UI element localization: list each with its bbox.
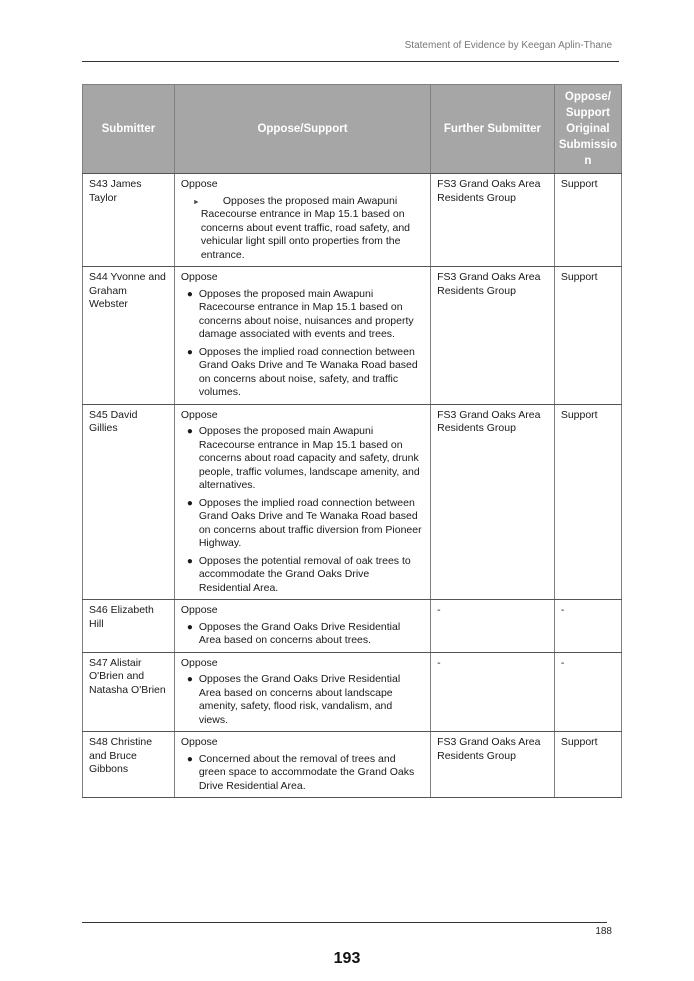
list-item [181,555,424,596]
further-submitter-cell: FS3 Grand Oaks Area Residents Group [431,732,555,798]
bullet-icon: ● [186,288,193,300]
bullet-icon: ● [186,497,193,509]
point-text: Opposes the implied road connection between Grand Oaks Drive and Te Wanaka Road based on concerns about noise, safety, and traffic volumes. [198,345,418,398]
list-item [181,346,424,400]
submitter-cell: S46 Elizabeth Hill [83,600,175,653]
bullet-icon: ● [186,753,193,765]
table-row [83,732,622,798]
point-text: Opposes the proposed main Awapuni Racecourse entrance in Map 15.1 based on concerns about event traffic, road safety, and vehicular light spill onto properties from the entrance. [200,194,410,261]
table-row [83,404,622,600]
table-row [83,652,622,732]
position-cell [174,600,430,653]
submitter-cell: S43 James Taylor [83,174,175,267]
bundle-page-stamp: 193 [333,950,361,967]
stance-label: Oppose [180,604,218,616]
submitter-cell: S45 David Gillies [83,404,175,600]
original-position-cell: Support [554,267,621,405]
table-row [83,174,622,267]
list-item [181,753,424,794]
running-header: Statement of Evidence by Keegan Aplin-Thane [404,40,612,51]
table-header-row [83,85,622,174]
col-header-further-submitter: Further Submitter [431,85,555,174]
footer-divider [82,922,607,923]
position-cell [174,174,430,267]
stance-label: Oppose [180,736,218,748]
position-cell [174,732,430,798]
bullet-icon: ● [186,674,193,685]
point-text: Concerned about the removal of trees and green space to accommodate the Grand Oaks Drive Residential Area. [198,752,415,792]
point-text: Opposes the proposed main Awapuni Racecourse entrance in Map 15.1 based on concerns about noise, nuisances and property damage associated with events and trees. [198,287,414,340]
points-list [181,673,424,727]
bullet-icon: ● [186,621,193,633]
further-submitter-cell: FS3 Grand Oaks Area Residents Group [431,174,555,267]
stance-label: Oppose [180,408,218,421]
original-position-cell: Support [554,732,621,798]
col-header-oppose-support: Oppose/Support [174,85,430,174]
col-header-submitter: Submitter [83,85,175,174]
submitter-cell: S48 Christine and Bruce Gibbons [83,732,175,798]
stance-label: Oppose [180,271,218,283]
header-divider [82,61,619,62]
point-text: Opposes the proposed main Awapuni Racecourse entrance in Map 15.1 based on concerns about road capacity and safety, drunk people, traffic volumes, landscape amenity, and alternatives. [198,425,420,491]
list-item [181,673,424,727]
bullet-icon: ● [186,346,193,358]
table-row [83,600,622,653]
position-cell [174,652,430,732]
page-number: 188 [595,926,612,937]
further-submitter-cell: - [431,600,555,653]
original-position-cell: Support [554,404,621,600]
further-submitter-cell: FS3 Grand Oaks Area Residents Group [431,267,555,405]
point-text: Opposes the Grand Oaks Drive Residential Area based on concerns about landscape amenity, safety, flood risk, vandalism, and views. [198,673,401,726]
stance-label: Oppose [180,656,218,669]
original-position-cell: - [554,600,621,653]
submitter-cell: S44 Yvonne and Graham Webster [83,267,175,405]
further-submitter-cell: - [431,652,555,732]
point-text: Opposes the Grand Oaks Drive Residential Area based on concerns about trees. [198,620,401,646]
point-text: Opposes the implied road connection between Grand Oaks Drive and Te Wanaka Road based on concerns about traffic diversion from Pioneer Highway. [198,496,422,549]
submissions-table [82,84,622,798]
points-list [181,288,424,400]
list-item [181,425,424,493]
further-submitter-cell: FS3 Grand Oaks Area Residents Group [431,404,555,600]
table-row [83,267,622,405]
point-text: Opposes the potential removal of oak trees to accommodate the Grand Oaks Drive Residential Area. [198,554,411,594]
bullet-icon: ● [186,555,193,567]
points-list [181,425,424,595]
position-cell [174,267,430,405]
stance-label: Oppose [180,178,218,190]
original-position-cell: Support [554,174,621,267]
points-list [181,753,424,794]
arrow-bullet-icon: ► [192,198,200,206]
original-position-cell: - [554,652,621,732]
col-header-original-submission: Oppose/ Support Original Submissio n [554,85,621,174]
bullet-icon: ● [186,426,193,437]
list-item [181,621,424,648]
list-item [181,497,424,551]
list-item [181,195,424,263]
list-item [181,288,424,342]
submitter-cell: S47 Alistair O'Brien and Natasha O'Brien [83,652,175,732]
position-cell [174,404,430,600]
points-list [181,621,424,648]
